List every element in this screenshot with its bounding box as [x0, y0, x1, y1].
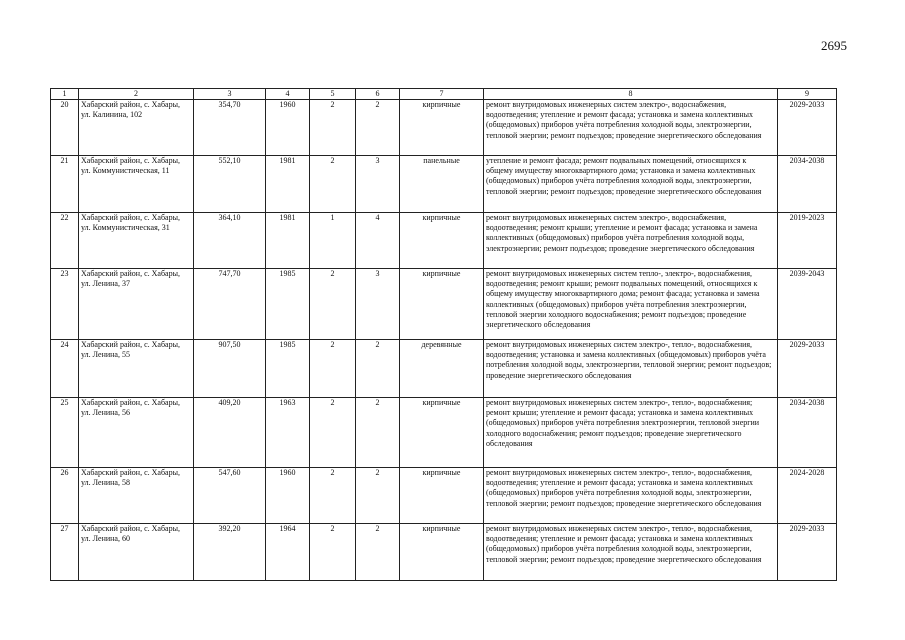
period-cell: 2034-2038	[778, 398, 837, 468]
row-number: 25	[51, 398, 79, 468]
works-cell: ремонт внутридомовых инженерных систем электро-, водоснабжения, водоотведения; ремонт крыши; утепление и ремонт фасада; установка и замена коллективных (общедомовых) приборов учёта потребления холодной воды, электроэнергии; ремонт подъездов; проведение энергетического обследования	[484, 213, 778, 269]
address-cell: Хабарский район, с. Хабары, ул. Ленина, 60	[79, 524, 194, 581]
address-cell: Хабарский район, с. Хабары, ул. Ленина, 55	[79, 340, 194, 398]
area-cell: 354,70	[194, 100, 266, 156]
row-number: 26	[51, 468, 79, 524]
area-cell: 364,10	[194, 213, 266, 269]
address-cell: Хабарский район, с. Хабары, ул. Коммунистическая, 31	[79, 213, 194, 269]
year-cell: 1985	[266, 340, 310, 398]
floors-cell: 2	[310, 524, 356, 581]
table-row	[51, 213, 837, 269]
period-cell: 2029-2033	[778, 340, 837, 398]
column-header: 8	[484, 89, 778, 100]
period-cell: 2034-2038	[778, 156, 837, 213]
column-header: 1	[51, 89, 79, 100]
floors-cell: 2	[310, 269, 356, 340]
material-cell: деревянные	[400, 340, 484, 398]
floors-cell: 2	[310, 100, 356, 156]
row-number: 27	[51, 524, 79, 581]
column-header: 9	[778, 89, 837, 100]
row-number: 23	[51, 269, 79, 340]
entrances-cell: 2	[356, 100, 400, 156]
housing-repair-table	[50, 88, 837, 581]
period-cell: 2024-2028	[778, 468, 837, 524]
works-cell: ремонт внутридомовых инженерных систем тепло-, электро-, водоснабжения, водоотведения; ремонт крыши; ремонт подвальных помещений, относящихся к общему имуществу многоквартирного дома; ремонт фасада; установка и замена коллективных (общедомовых) приборов учёта потребления электроэнергии, тепловой энергии холодного водоснабжения; ремонт подъездов; проведение энергетического обследования	[484, 269, 778, 340]
works-cell: ремонт внутридомовых инженерных систем электро-, тепло-, водоснабжения, водоотведения; утепление и ремонт фасада; установка и замена коллективных (общедомовых) приборов учёта потребления холодной воды, электроэнергии, тепловой энергии; ремонт подъездов; проведение энергетического обследования	[484, 524, 778, 581]
area-cell: 907,50	[194, 340, 266, 398]
row-number: 24	[51, 340, 79, 398]
year-cell: 1963	[266, 398, 310, 468]
area-cell: 392,20	[194, 524, 266, 581]
entrances-cell: 4	[356, 213, 400, 269]
period-cell: 2019-2023	[778, 213, 837, 269]
table-row	[51, 524, 837, 581]
year-cell: 1981	[266, 213, 310, 269]
column-header: 6	[356, 89, 400, 100]
entrances-cell: 2	[356, 524, 400, 581]
floors-cell: 2	[310, 340, 356, 398]
table-row	[51, 468, 837, 524]
floors-cell: 2	[310, 468, 356, 524]
column-header: 4	[266, 89, 310, 100]
works-cell: ремонт внутридомовых инженерных систем электро-, тепло-, водоснабжения, водоотведения; установка и замена коллективных (общедомовых) приборов учёта потребления холодной воды, электроэнергии, тепловой энергии; ремонт подъездов; проведение энергетического обследования	[484, 340, 778, 398]
material-cell: кирпичные	[400, 100, 484, 156]
material-cell: кирпичные	[400, 524, 484, 581]
material-cell: кирпичные	[400, 398, 484, 468]
entrances-cell: 2	[356, 340, 400, 398]
table-row	[51, 340, 837, 398]
row-number: 22	[51, 213, 79, 269]
entrances-cell: 3	[356, 269, 400, 340]
address-cell: Хабарский район, с. Хабары, ул. Ленина, 56	[79, 398, 194, 468]
column-header: 3	[194, 89, 266, 100]
works-cell: ремонт внутридомовых инженерных систем электро-, водоснабжения, водоотведения; утепление и ремонт фасада; установка и замена коллективных (общедомовых) приборов учёта потребления холодной воды, электроэнергии, тепловой энергии; ремонт подъездов; проведение энергетического обследования	[484, 100, 778, 156]
year-cell: 1981	[266, 156, 310, 213]
year-cell: 1964	[266, 524, 310, 581]
address-cell: Хабарский район, с. Хабары, ул. Калинина, 102	[79, 100, 194, 156]
address-cell: Хабарский район, с. Хабары, ул. Ленина, 58	[79, 468, 194, 524]
floors-cell: 2	[310, 398, 356, 468]
column-header: 5	[310, 89, 356, 100]
address-cell: Хабарский район, с. Хабары, ул. Ленина, 37	[79, 269, 194, 340]
entrances-cell: 3	[356, 156, 400, 213]
year-cell: 1960	[266, 100, 310, 156]
floors-cell: 1	[310, 213, 356, 269]
table-row	[51, 156, 837, 213]
row-number: 20	[51, 100, 79, 156]
material-cell: кирпичные	[400, 468, 484, 524]
address-cell: Хабарский район, с. Хабары, ул. Коммунистическая, 11	[79, 156, 194, 213]
entrances-cell: 2	[356, 398, 400, 468]
period-cell: 2029-2033	[778, 100, 837, 156]
page-number: 2695	[821, 38, 847, 53]
floors-cell: 2	[310, 156, 356, 213]
entrances-cell: 2	[356, 468, 400, 524]
period-cell: 2039-2043	[778, 269, 837, 340]
year-cell: 1985	[266, 269, 310, 340]
material-cell: кирпичные	[400, 213, 484, 269]
table-row	[51, 398, 837, 468]
row-number: 21	[51, 156, 79, 213]
material-cell: панельные	[400, 156, 484, 213]
year-cell: 1960	[266, 468, 310, 524]
column-header: 7	[400, 89, 484, 100]
period-cell: 2029-2033	[778, 524, 837, 581]
area-cell: 409,20	[194, 398, 266, 468]
table-row	[51, 269, 837, 340]
material-cell: кирпичные	[400, 269, 484, 340]
header-row	[51, 89, 837, 100]
table-row	[51, 100, 837, 156]
area-cell: 547,60	[194, 468, 266, 524]
column-header: 2	[79, 89, 194, 100]
area-cell: 747,70	[194, 269, 266, 340]
works-cell: утепление и ремонт фасада; ремонт подвальных помещений, относящихся к общему имуществу многоквартирного дома; установка и замена коллективных (общедомовых) приборов учёта потребления холодной воды, электроэнергии, тепловой энергии; ремонт подъездов; проведение энергетического обследования	[484, 156, 778, 213]
works-cell: ремонт внутридомовых инженерных систем электро-, тепло-, водоснабжения; ремонт крыши; утепление и ремонт фасада; установка и замена коллективных (общедомовых) приборов учёта потребления электроэнергии, тепловой энергии холодного водоснабжения; ремонт подъездов; проведение энергетического обследования	[484, 398, 778, 468]
works-cell: ремонт внутридомовых инженерных систем электро-, тепло-, водоснабжения, водоотведения; утепление и ремонт фасада; установка и замена коллективных (общедомовых) приборов учёта потребления холодной воды, электроэнергии, тепловой энергии; ремонт подъездов; проведение энергетического обследования	[484, 468, 778, 524]
area-cell: 552,10	[194, 156, 266, 213]
